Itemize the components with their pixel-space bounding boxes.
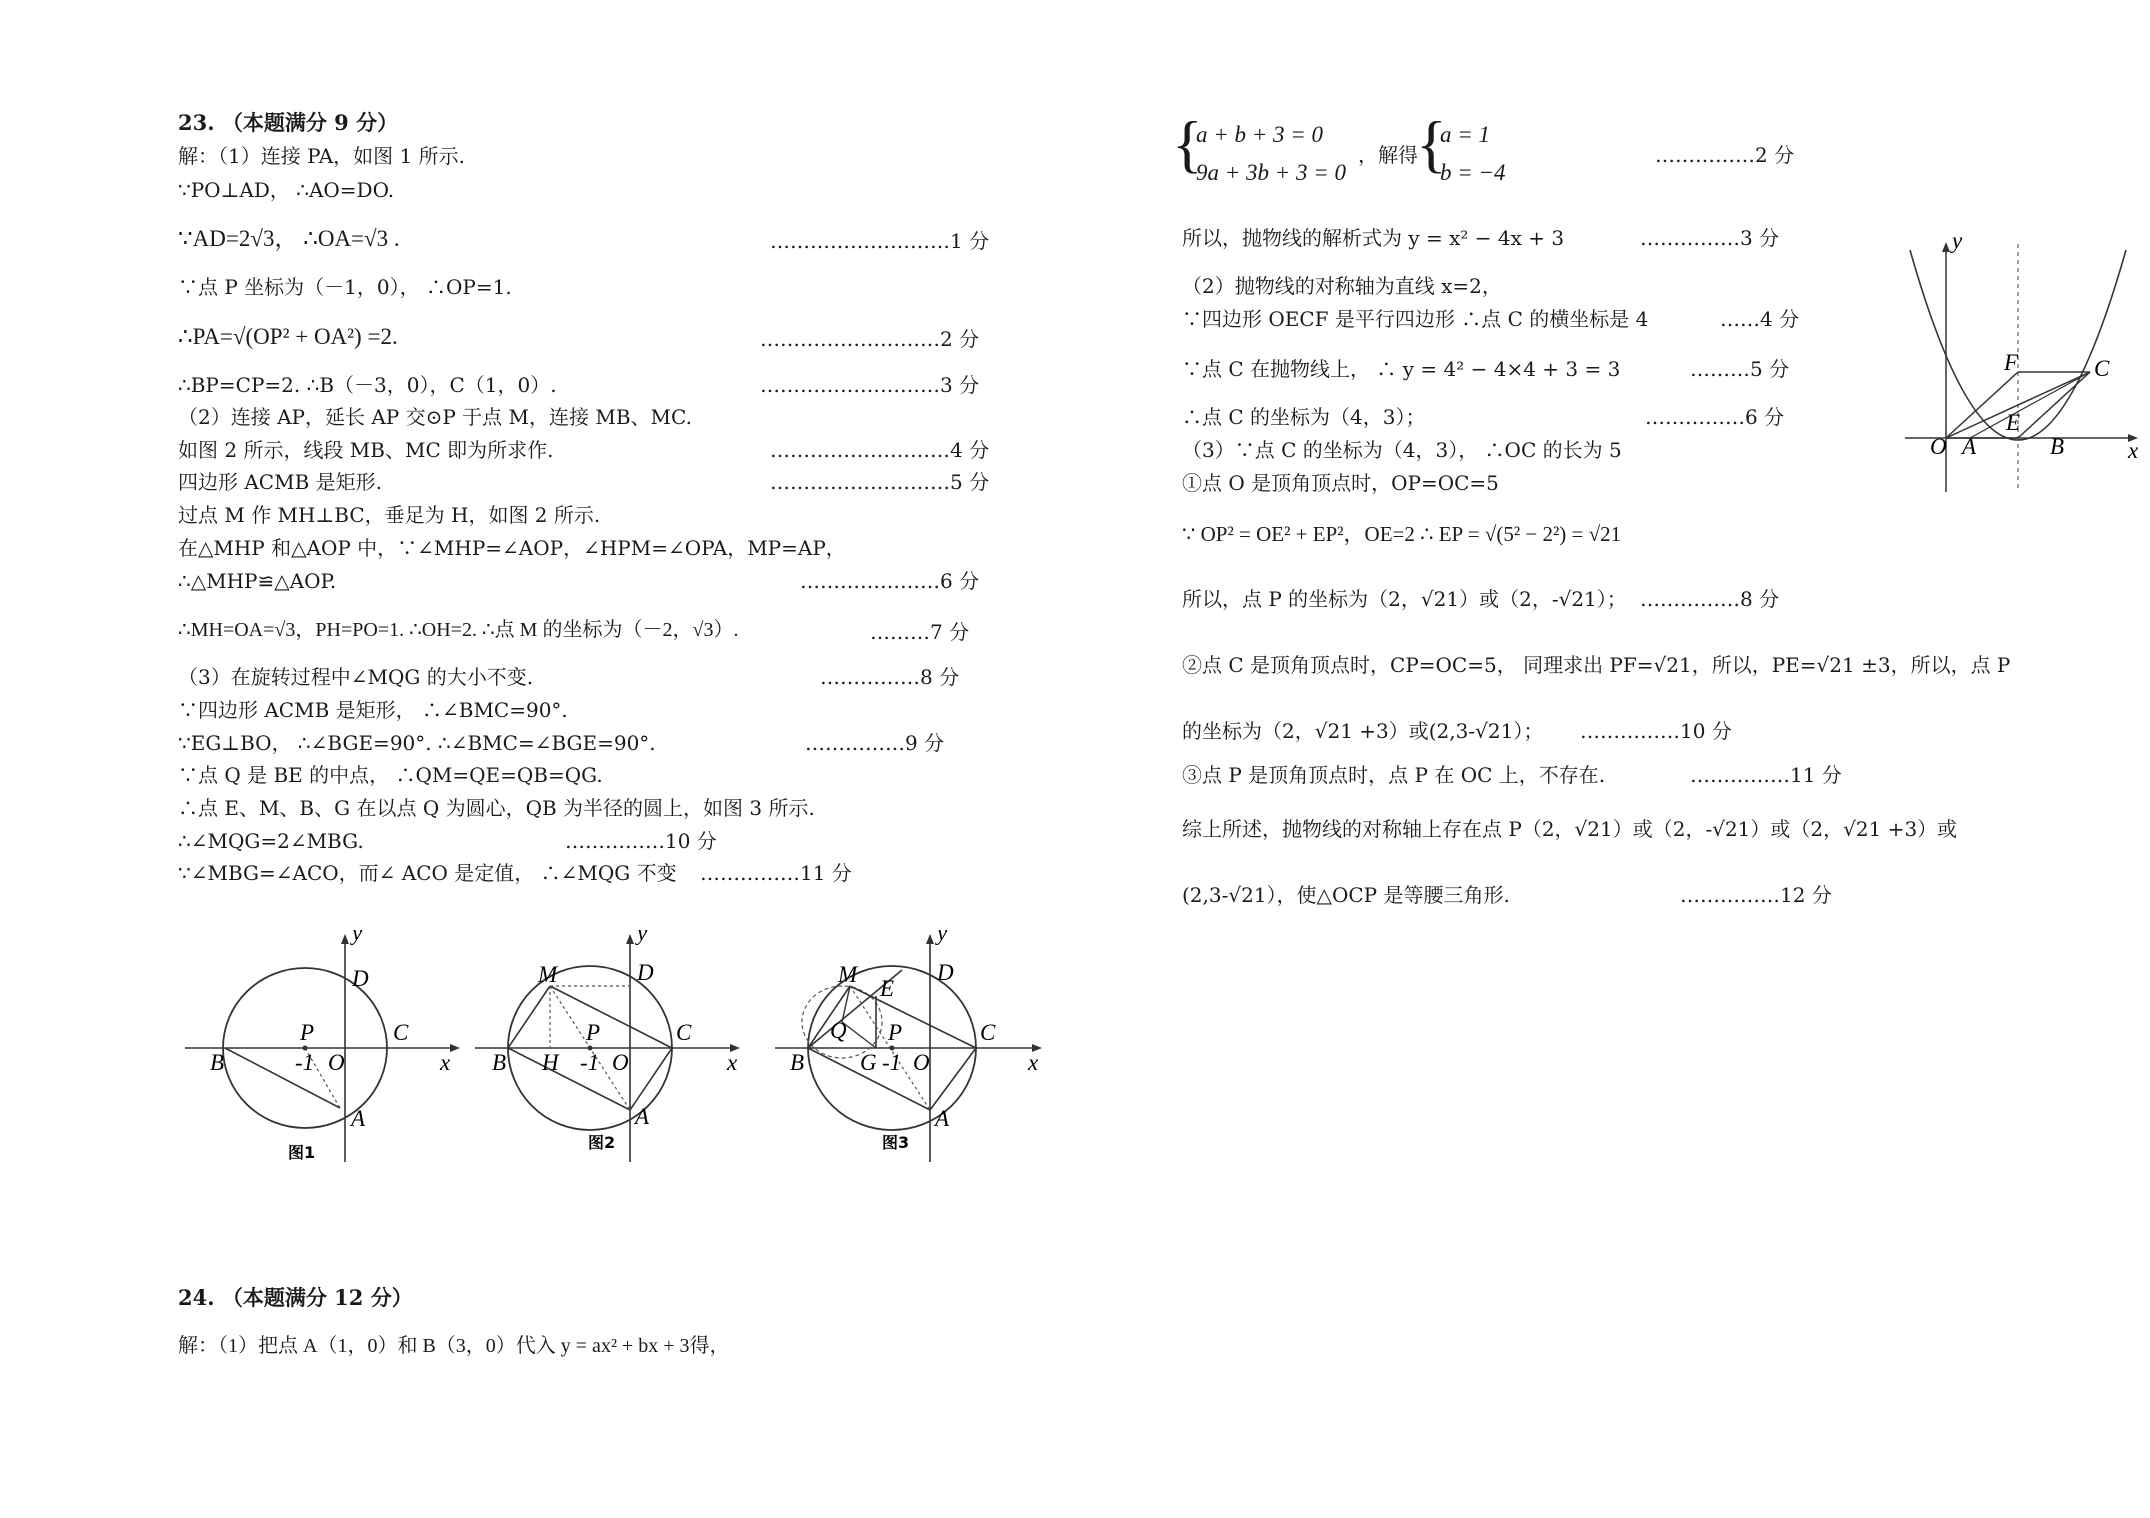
q23-line-19: ∴∠MQG=2∠MBG.	[178, 829, 364, 853]
label-minus-one: -1	[295, 1050, 315, 1075]
q23-score-2: ………………………2 分	[760, 327, 980, 351]
label-o: O	[328, 1050, 345, 1075]
q24-score-5: ……………6 分	[1645, 405, 1785, 429]
label-b: B	[790, 1050, 805, 1075]
figure-1-diagram	[180, 930, 470, 1170]
q23-line-15: ∵四边形 ACMB 是矩形， ∴∠BMC=90°.	[178, 698, 568, 722]
q24-line-10: ②点 C 是顶角顶点时，CP=OC=5， 同理求出 PF=√21，所以，PE=√21 ±3，所以，点 P	[1182, 653, 2011, 677]
q23-line-5: ∴PA=√(OP² + OA²) =2.	[178, 324, 398, 349]
label-q: Q	[830, 1018, 847, 1043]
label-c: C	[676, 1020, 692, 1045]
q23-line-6: ∴BP=CP=2. ∴B（－3，0），C（1，0）.	[178, 373, 557, 397]
q24-line-8: ∵ OP² = OE² + EP²，OE=2 ∴ EP = √(5² − 2²) = √21	[1182, 522, 1622, 546]
system-right-eq-1: a = 1	[1440, 122, 1491, 147]
q23-score-5: ………………………5 分	[770, 470, 990, 494]
q24-line-6: （3）∵点 C 的坐标为（4，3）， ∴OC 的长为 5	[1182, 438, 1622, 462]
q24-line-1: 所以，抛物线的解析式为 y = x² − 4x + 3	[1182, 226, 1565, 250]
q23-score-1: ………………………1 分	[770, 229, 990, 253]
x-axis-arrow	[450, 1044, 460, 1052]
q24-line-13: 综上所述，抛物线的对称轴上存在点 P（2，√21）或（2，-√21）或（2，√21 +3）或	[1182, 817, 1958, 841]
q24-line-2: （2）抛物线的对称轴为直线 x=2，	[1182, 274, 1502, 298]
q23-score-10: ……………10 分	[565, 829, 717, 853]
label-d: D	[637, 960, 654, 985]
label-b: B	[210, 1050, 225, 1075]
label-a: A	[635, 1104, 650, 1129]
label-p: P	[300, 1020, 315, 1045]
q23-score-9: ……………9 分	[805, 731, 945, 755]
q23-line-8: 如图 2 所示，线段 MB、MC 即为所求作.	[178, 438, 554, 462]
q23-score-3: ………………………3 分	[760, 373, 980, 397]
q23-line-2: ∵PO⊥AD， ∴AO=DO.	[178, 178, 395, 202]
label-x: x	[440, 1050, 451, 1075]
q23-line-9: 四边形 ACMB 是矩形.	[178, 470, 382, 494]
q23-score-11: ……………11 分	[700, 861, 852, 885]
y-axis-arrow	[1942, 242, 1950, 252]
q24-score-6: ……………8 分	[1640, 587, 1780, 611]
label-x: x	[1028, 1050, 1039, 1075]
label-y: y	[352, 930, 363, 945]
label-m: M	[538, 962, 558, 987]
label-a: A	[351, 1106, 366, 1131]
figure-2	[470, 930, 750, 1170]
label-g: G	[860, 1050, 877, 1075]
q23-line-12: ∴△MHP≌△AOP.	[178, 569, 337, 593]
segment-ac	[1970, 372, 2090, 438]
label-b: B	[492, 1050, 507, 1075]
system-left-eq-2: 9a + 3b + 3 = 0	[1196, 160, 1347, 185]
q24-line-7: ①点 O 是顶角顶点时，OP=OC=5	[1182, 471, 1499, 495]
q23-line-1: 解：（1）连接 PA，如图 1 所示.	[178, 144, 465, 168]
q23-heading: 23. （本题满分 9 分）	[178, 110, 399, 135]
label-minus-one: -1	[882, 1050, 902, 1075]
q24-score-8: ……………11 分	[1690, 763, 1842, 787]
q24-heading: 24. （本题满分 12 分）	[178, 1285, 413, 1310]
q23-line-11: 在△MHP 和△AOP 中，∵∠MHP=∠AOP，∠HPM=∠OPA，MP=AP，	[178, 536, 846, 560]
q23-line-7: （2）连接 AP，延长 AP 交⊙P 于点 M，连接 MB、MC.	[178, 405, 692, 429]
q23-line-16: ∵EG⊥BO， ∴∠BGE=90°. ∴∠BMC=∠BGE=90°.	[178, 731, 656, 755]
q24-line-9: 所以，点 P 的坐标为（2，√21）或（2，-√21）；	[1182, 587, 1627, 611]
label-y: y	[1952, 230, 1963, 253]
label-h: H	[542, 1050, 559, 1075]
label-a: A	[1962, 434, 1977, 459]
figure-3	[770, 930, 1050, 1170]
q24-line-14: (2,3-√21），使△OCP 是等腰三角形.	[1182, 883, 1510, 907]
y-axis-arrow	[626, 934, 634, 944]
label-c: C	[393, 1020, 409, 1045]
label-e: E	[2006, 410, 2021, 435]
label-o: O	[1930, 434, 1947, 459]
label-d: D	[937, 960, 954, 985]
parabola-diagram	[1900, 230, 2140, 500]
figure-1	[180, 930, 470, 1170]
q23-line-14: （3）在旋转过程中∠MQG 的大小不变.	[178, 665, 534, 689]
q23-score-8: ……………8 分	[820, 665, 960, 689]
q24-intro: 解：（1）把点 A（1，0）和 B（3，0）代入 y = ax² + bx + 3得，	[178, 1335, 730, 1357]
figure-3-caption: 图3	[882, 1133, 910, 1152]
label-p: P	[586, 1020, 601, 1045]
figure-2-diagram	[470, 930, 750, 1170]
parabola-figure	[1900, 230, 2140, 500]
segment-qg	[842, 1022, 876, 1048]
q23-line-20: ∵∠MBG=∠ACO，而∠ ACO 是定值， ∴∠MQG 不变	[178, 861, 677, 885]
q24-score-2: ……………3 分	[1640, 226, 1780, 250]
label-c: C	[2094, 356, 2110, 381]
q23-score-6: …………………6 分	[800, 569, 980, 593]
q23-line-17: ∵点 Q 是 BE 的中点， ∴QM=QE=QB=QG.	[178, 763, 603, 787]
label-a: A	[935, 1106, 950, 1131]
q24-score-7: ……………10 分	[1580, 719, 1732, 743]
q23-line-4: ∵点 P 坐标为（－1，0）， ∴OP=1.	[178, 275, 512, 299]
q23-line-13: ∴MH=OA=√3，PH=PO=1. ∴OH=2. ∴点 M 的坐标为（－2，√3）.	[178, 619, 739, 641]
system-left-brace: {	[1172, 108, 1203, 179]
label-p: P	[888, 1020, 903, 1045]
label-c: C	[980, 1020, 996, 1045]
label-m: M	[838, 962, 858, 987]
q24-score-4: ………5 分	[1690, 357, 1790, 381]
y-axis-arrow	[926, 934, 934, 944]
label-e: E	[880, 976, 895, 1001]
label-b: B	[2050, 434, 2065, 459]
q24-line-5: ∴点 C 的坐标为（4，3）；	[1182, 405, 1426, 429]
q23-line-18: ∴点 E、M、B、G 在以点 Q 为圆心，QB 为半径的圆上，如图 3 所示.	[178, 796, 815, 820]
label-f: F	[2004, 350, 2019, 375]
label-x: x	[2128, 438, 2139, 463]
label-y: y	[637, 930, 648, 945]
system-left-eq-1: a + b + 3 = 0	[1196, 122, 1324, 147]
system-right-eq-2: b = −4	[1440, 160, 1506, 185]
y-axis-arrow	[341, 934, 349, 944]
q23-line-3: ∵AD=2√3， ∴OA=√3 .	[178, 226, 400, 251]
q24-score-1: ……………2 分	[1655, 143, 1795, 167]
q23-score-4: ………………………4 分	[770, 438, 990, 462]
solve-word: ，解得	[1358, 143, 1418, 167]
q24-line-11: 的坐标为（2，√21 +3）或(2,3-√21）；	[1182, 719, 1544, 743]
q24-line-4: ∵点 C 在抛物线上， ∴ y = 4² − 4×4 + 3 = 3	[1182, 357, 1621, 381]
figure-1-caption: 图1	[288, 1143, 316, 1162]
label-y: y	[937, 930, 948, 945]
q24-score-9: ……………12 分	[1680, 883, 1832, 907]
label-minus-one: -1	[580, 1050, 600, 1075]
q24-score-3: ……4 分	[1720, 307, 1800, 331]
label-d: D	[352, 966, 369, 991]
q24-line-3: ∵四边形 OECF 是平行四边形 ∴点 C 的横坐标是 4	[1182, 307, 1649, 331]
q23-score-7: ………7 分	[870, 620, 970, 644]
label-o: O	[913, 1050, 930, 1075]
system-right-brace: {	[1416, 108, 1447, 179]
label-o: O	[612, 1050, 629, 1075]
figure-2-caption: 图2	[588, 1133, 616, 1152]
figure-3-diagram	[770, 930, 1050, 1170]
label-x: x	[727, 1050, 738, 1075]
q24-line-12: ③点 P 是顶角顶点时，点 P 在 OC 上，不存在.	[1182, 763, 1606, 787]
q23-line-10: 过点 M 作 MH⊥BC，垂足为 H，如图 2 所示.	[178, 503, 601, 527]
